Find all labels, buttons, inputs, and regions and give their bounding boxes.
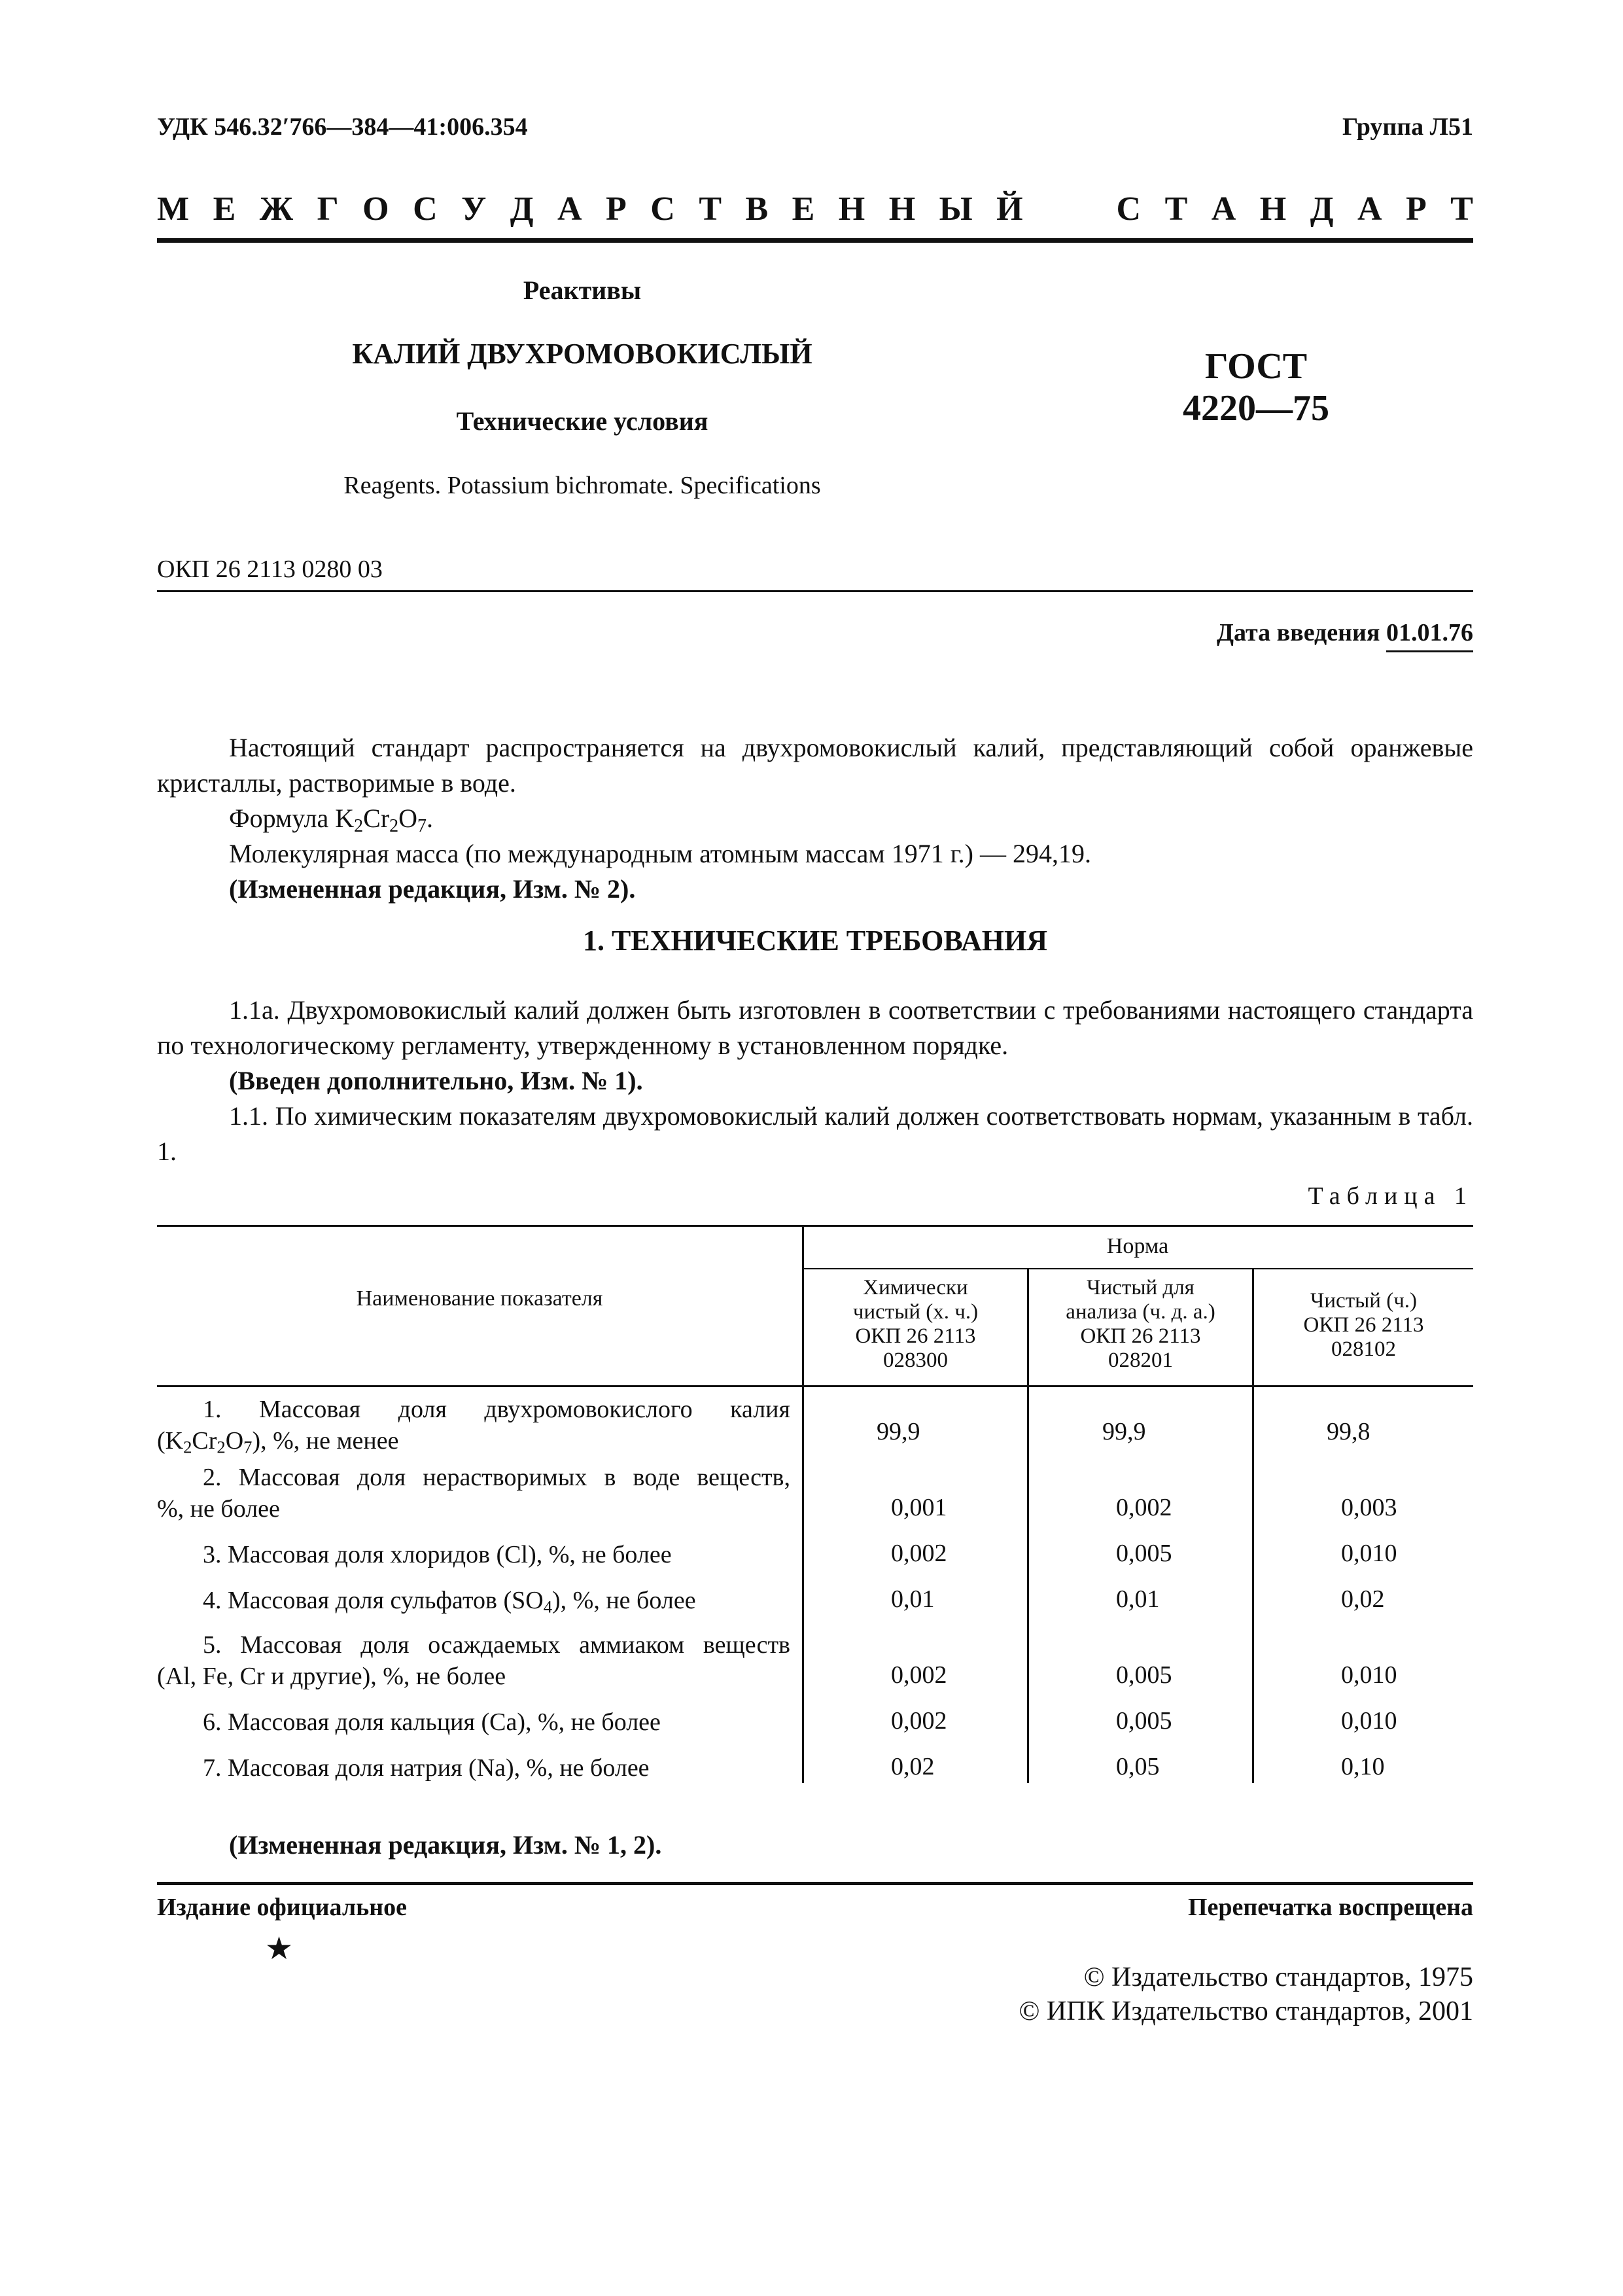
row-text-part: 4. Массовая доля сульфатов (SO [203,1587,544,1614]
okp-code: ОКП 26 2113 0280 03 [157,556,383,583]
row-text-part: ), %, не более [552,1587,696,1614]
table-row: 7. Массовая доля натрия (Na), %, не более [203,1754,650,1782]
footer-rule [157,1882,1473,1885]
banner-letter: Ы [939,190,973,228]
banner-letter: Т [699,190,722,228]
table-cell-value: 0,01 [891,1585,935,1613]
column-header-name: Наименование показателя [356,1286,603,1311]
document-subtitle: Технические условия [456,406,708,436]
gost-number: 4220—75 [1183,388,1329,429]
banner-letter: Ж [259,190,294,228]
table-cell-value: 0,002 [891,1661,947,1689]
formula-label: Формула [229,804,329,833]
banner-letter: Т [1450,190,1473,228]
row-text: 5. Массовая доля осаждаемых аммиаком веществ [203,1631,790,1659]
table-cell-value: 0,05 [1116,1753,1160,1780]
table-amendment-note: (Измененная редакция, Изм. № 1, 2). [229,1830,662,1860]
banner-letter: Е [213,190,236,228]
table-header-rule [157,1385,1473,1387]
column-header-chda2 [1029,1276,1252,1373]
banner-letter: Н [888,190,916,228]
table-row [157,1394,790,1457]
banner-letter: С [413,190,438,228]
gost-label: ГОСТ [1204,346,1308,387]
banner-letter: Й [996,190,1023,228]
header-line: ОКП 26 2113 [855,1324,976,1348]
formula-sub: 7 [417,816,427,836]
banner-letter: Г [317,190,339,228]
row-text-part: O [225,1427,244,1455]
formula-end: . [427,804,434,833]
table-cell-value: 0,010 [1341,1707,1397,1735]
effective-date-value: 01.01.76 [1386,619,1473,652]
banner-letter: С [650,190,675,228]
column-header-chda [804,1276,1027,1373]
intro-paragraph: Настоящий стандарт распространяется на двухромовокислый калий, представляющий собой оранжевые кристаллы, растворимые в воде. [157,733,1473,798]
paragraph-1-1: 1.1. По химическим показателям двухромовокислый калий должен соответствовать нормам, указанным в табл. 1. [157,1101,1473,1166]
banner-letter: Р [606,190,627,228]
table-cell-value: 0,02 [1341,1585,1385,1613]
banner-letter: Н [838,190,865,228]
header-line: 028300 [883,1349,948,1372]
table-cell-value: 0,003 [1341,1494,1397,1521]
banner-letter: А [1357,190,1382,228]
table-cell-value: 0,002 [1116,1494,1172,1521]
row-text-part: (K [157,1427,184,1455]
banner-letter: В [745,190,769,228]
table-cell-value: 0,002 [891,1540,947,1567]
banner-letter: У [461,190,487,228]
banner-letter: А [1211,190,1236,228]
table-cell-value: 0,005 [1116,1707,1172,1735]
amendment-note: (Введен дополнительно, Изм. № 1). [229,1066,643,1095]
banner-rule [157,238,1473,243]
section-heading: 1. ТЕХНИЧЕСКИЕ ТРЕБОВАНИЯ [583,925,1047,957]
table-cell-value: 0,001 [891,1494,947,1521]
formula-line [157,801,1473,836]
row-text: 2. Массовая доля нерастворимых в воде веществ, [203,1464,790,1491]
table-cell-value: 0,10 [1341,1753,1385,1780]
table-cell-value: 0,005 [1116,1661,1172,1689]
header-line: ОКП 26 2113 [1303,1313,1424,1337]
table-cell-value: 99,9 [877,1418,920,1445]
table-row [203,1585,696,1616]
table-cell-value: 0,005 [1116,1540,1172,1567]
row-text: (Al, Fe, Cr и другие), %, не более [157,1663,506,1690]
effective-date-label: Дата введения [1216,619,1380,646]
row-text-part: ), %, не менее [252,1427,399,1455]
banner-letter: Т [1164,190,1188,228]
banner-letter: Р [1405,190,1427,228]
banner-letter: Д [1310,190,1334,228]
header-line: ОКП 26 2113 [1080,1324,1201,1348]
row-text: %, не более [157,1495,280,1523]
banner-letter: М [157,190,190,228]
formula-cr: Cr [363,804,390,833]
table-row: 3. Массовая доля хлоридов (Cl), %, не более [203,1541,672,1568]
header-line: Чистый (ч.) [1310,1289,1418,1313]
group-code: Группа Л51 [1342,113,1473,141]
table-cell-value: 0,002 [891,1707,947,1735]
table-cell-value: 99,9 [1102,1418,1146,1445]
banner-letter: О [362,190,389,228]
star-icon: ★ [265,1932,294,1966]
effective-date [1217,618,1473,647]
molecular-mass: Молекулярная масса (по международным атомным массам 1971 г.) — 294,19. [229,839,1091,868]
row-sub: 2 [217,1437,226,1457]
column-header-ch [1254,1289,1473,1362]
banner-letter: Д [510,190,534,228]
header-line: 028102 [1331,1337,1396,1361]
table-row: 6. Массовая доля кальция (Ca), %, не более [203,1708,661,1736]
table-row [157,1462,790,1525]
amendment-note: (Измененная редакция, Изм. № 2). [229,874,636,904]
formula-k: K [335,804,355,833]
header-line: Химически [863,1276,968,1299]
copyright-1975: © Издательство стандартов, 1975 [1083,1962,1473,1992]
paragraph-1-1a: 1.1а. Двухромовокислый калий должен быть изготовлен в соответствии с требованиями настоящего стандарта по технологическому регламенту, утвержденному в установленном порядке. [157,995,1473,1060]
table-cell-value: 0,01 [1116,1585,1160,1613]
banner-letter: Н [1259,190,1287,228]
table-cell-value: 0,02 [891,1753,935,1780]
row-sub: 2 [183,1437,192,1457]
banner-letter: А [557,190,582,228]
official-edition: Издание официальное [157,1894,408,1921]
gost-designation [1119,345,1393,429]
header-line: 028201 [1108,1349,1173,1372]
header-line: Чистый для [1087,1276,1195,1299]
udk-code: УДК 546.32′766—384—41:006.354 [157,113,528,141]
table-label: Таблица 1 [1308,1182,1473,1210]
column-header-norm: Норма [1106,1234,1169,1258]
row-text [157,1425,790,1457]
banner-letter: Е [792,190,815,228]
reprint-prohibited: Перепечатка воспрещена [1187,1894,1473,1921]
table-cell-value: 99,8 [1327,1418,1370,1445]
table-cell-value: 0,010 [1341,1540,1397,1567]
header-line: анализа (ч. д. а.) [1066,1300,1215,1324]
standard-banner [157,190,1473,228]
banner-letter: С [1116,190,1142,228]
table-cell-value: 0,010 [1341,1661,1397,1689]
okp-rule [157,590,1473,592]
header-line: чистый (х. ч.) [852,1300,979,1324]
category-title: Реактивы [523,275,642,305]
table-top-rule [157,1225,1473,1227]
banner-gap [1047,190,1092,228]
row-text: 1. Массовая доля двухромовокислого калия [203,1396,790,1423]
english-title: Reagents. Potassium bichromate. Specifications [343,472,821,499]
row-text-part: Cr [192,1427,217,1455]
formula-o: O [398,804,418,833]
document-title: КАЛИЙ ДВУХРОМОВОКИСЛЫЙ [352,338,812,370]
norm-rule [802,1268,1473,1269]
table-row [157,1629,790,1692]
row-sub: 7 [243,1437,253,1457]
copyright-2001: © ИПК Издательство стандартов, 2001 [1019,1996,1473,2026]
formula-sub: 2 [354,816,364,836]
row-sub: 4 [543,1597,553,1617]
formula-sub: 2 [389,816,399,836]
